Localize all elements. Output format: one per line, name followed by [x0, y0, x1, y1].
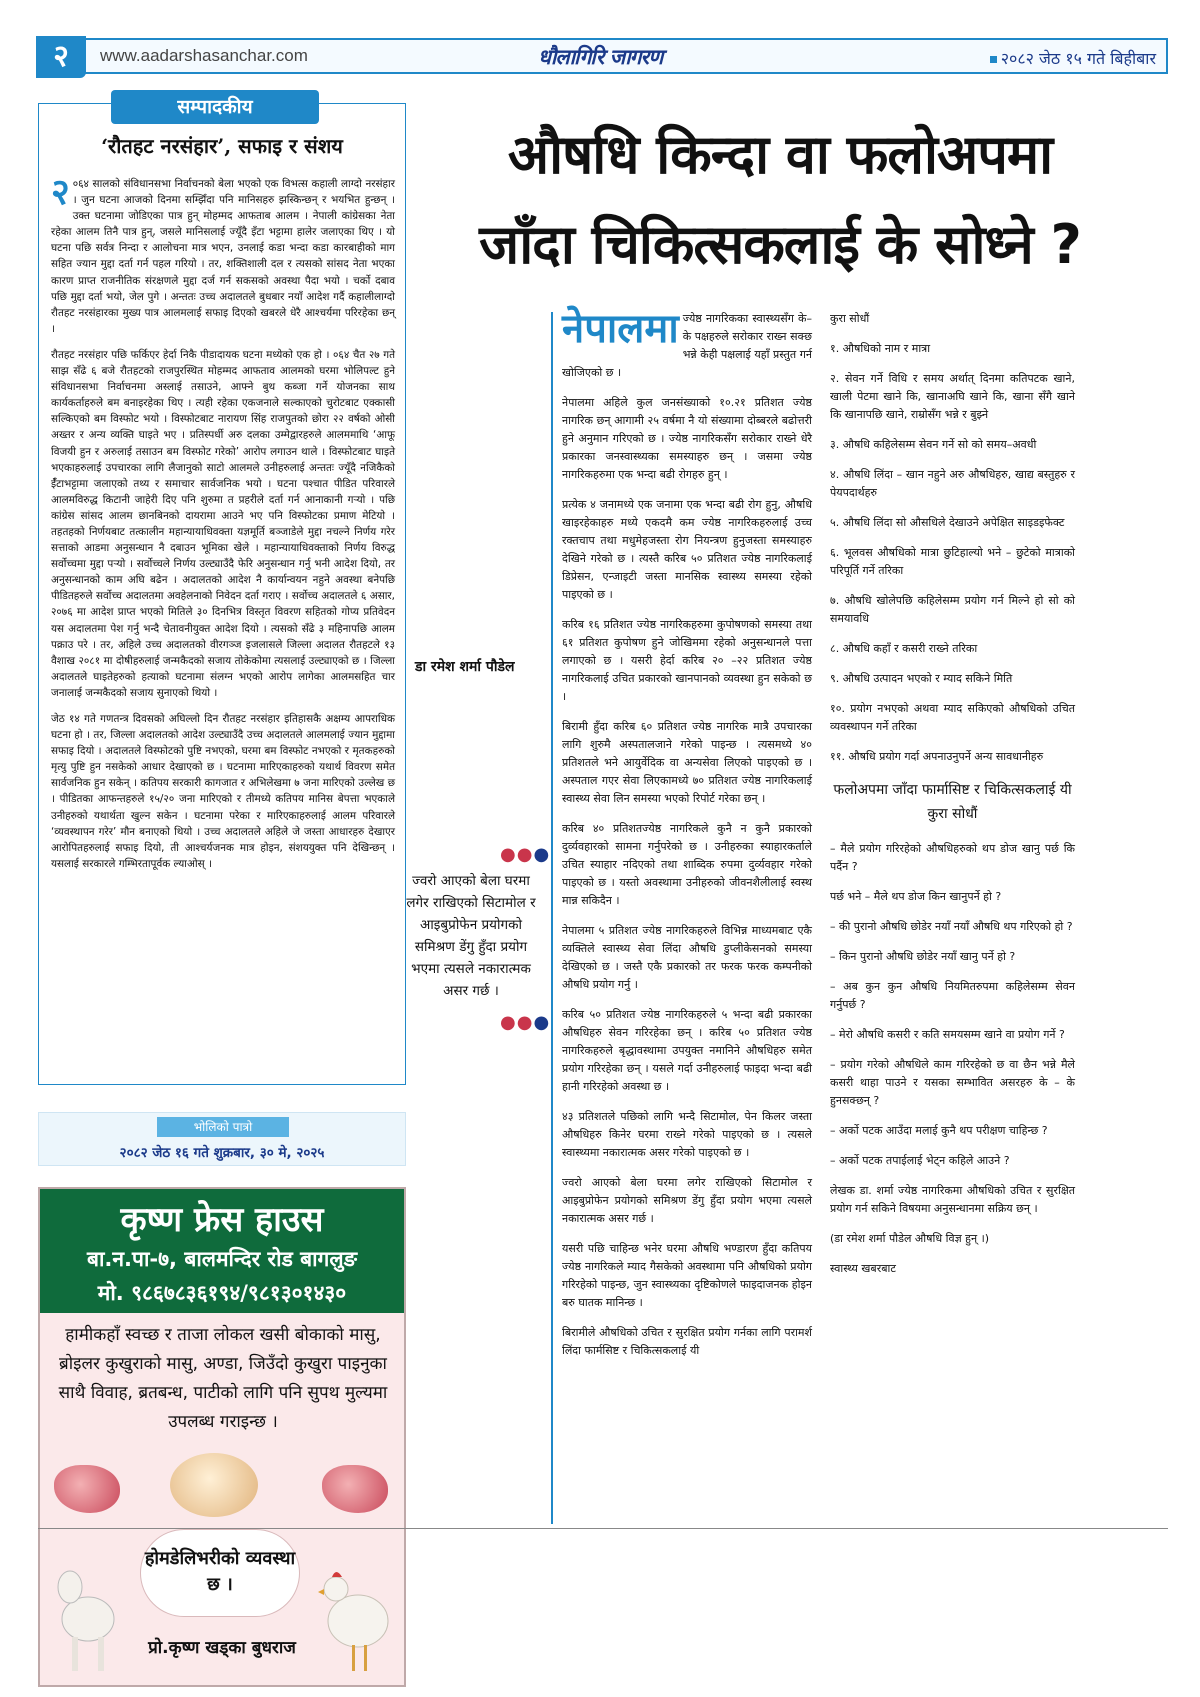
author-note: (डा रमेश शर्मा पौडेल औषधि विज्ञ हुन् ।) [830, 1232, 990, 1245]
article-paragraph: बिरामी हुँदा करिब ६० प्रतिशत ज्येष्ठ नागरिक मात्रै उपचारका लागि शुरुमै अस्पतालजाने गरेको पाइन्छ । त्यसमध्ये ४० प्रतिशतले भने आयुर्वेदिक वा अन्यसेवा लिएको पाइएको छ । अस्पताल गएर सेवा लिएकामध्ये ७० प्रतिशत ज्येष्ठ नागरिकलाई स्वास्थ्य सेवा लिन समस्या भएको रिपोर्ट गरेका छन् । [562, 720, 812, 805]
list-item: – प्रयोग गरेको औषधिले काम गरिरहेको छ वा छैन भन्ने मैले कसरी थाहा पाउने र यसका सम्भावित असरहरु के – के हुनसक्छन् ? [830, 1058, 1075, 1107]
list-item: – मैले प्रयोग गरिरहेको औषधिहरुको थप डोज खानु पर्छ कि पर्दैन ? [830, 842, 1075, 873]
editorial-paragraph: २ ०६४ सालको संविधानसभा निर्वाचनको बेला भएको एक विभत्स कहाली लाग्दो नरसंहार । जुन घटना आजको दिनमा सम्झिँदा पनि मानिसहरु झस्किन्छन् र भयभित हुन्छन् । उक्त घटनामा जोडिएका पात्र हुन् मोहम्मद आफताब आलम । नेपाली कांग्रेसका नेता रहेका आलम तिनै पात्र हुन्, जसले मानिसलाई ज्यूँदै इँटा भट्टामा हालेर जलाएका थिए । यो घटना पछि सर्वत्र निन्दा र आलोचना मात्र भएन, उनलाई कडा भन्दा कडा कारबाहीको माग सहित ज्यान मुद्दा दर्ता गर्न पहल गरियो । तर, शक्तिशाली दल र त्यसको सांसद नेता भएका कारण प्राप्त राजनीतिक संरक्षणले मुद्दा दर्ज गर्न सकसको अवस्था पैदा भयो । चर्को दबाव पछि मुद्दा दर्ता भयो, जेल पुगे । अन्ततः उच्च अदालतले बुधबार नयाँ आदेश गर्दै कहालीलाग्दो रौतहट नरसंहारका मुख्य पात्र आलमलाई सफाइ दिएको खबरले धेरै आश्चर्यमा परिरहेका छन् । [51, 172, 395, 335]
list-item: ८. औषधि कहाँ र कसरी राख्ने तरिका [830, 642, 978, 655]
list-item: ६. भूलवस औषधिको मात्रा छुटिहाल्यो भने – छुटेको मात्राको परिपूर्ति गर्ने तरिका [830, 546, 1075, 577]
article-paragraph: यसरी पछि चाहिन्छ भनेर घरमा औषधि भण्डारण हुँदा कतिपय ज्येष्ठ नागरिकले म्याद गैसकेको अवस्थामा पनि औषधिको प्रयोग गरिरहेको पाइन्छ, जुन स्वास्थ्यका दृष्टिकोणले फाइदाजनक होइन बरु घातक मानिन्छ । [562, 1242, 812, 1309]
editorial-paragraph: जेठ १४ गते गणतन्त्र दिवसको अघिल्लो दिन रौतहट नरसंहार इतिहासकै अक्षम्य आपराधिक घटना हो । तर, जिल्ला अदालतको आदेश उल्ट्याउँदै उच्च अदालतले आलमलाई ज्यान मुद्दामा सफाइ दियो । अदालतले विस्फोटको पुष्टि नभएको, घरमा बम विस्फोट नभएको र मृतकहरुको मृत्यु पुष्टि हुन नसकेको आधार देखाएको छ । घटनामा मारिएकाहरुको यथार्थ विवरण समेत सार्वजनिक हुन सकेन् । कतिपय सरकारी कागजात र अभिलेखमा ७ जना मारिएको उल्लेख छ । पीडितका आफन्तहरुले १५/२० जना मारिएको र तीमध्ये कतिपय मानिस बेपत्ता भएकाले उनीहरुको यथार्थता खुल्न सकेन । घटनामा परेका र मारिएकाहरुलाई आलम परिवारले ‘व्यवस्थापन गरेर’ मौन बनाएको थियो । उच्च अदालतले अहिले जे जस्ता आधारहरु देखाएर आरोपितहरुलाई सफाइ दियो, ती आश्चर्यजनक मात्र होइन, संशययुक्त पनि देखिन्छन् । यसलाई सरकारले गम्भिरतापूर्वक ल्याओस् । [51, 713, 395, 870]
list-item: २. सेवन गर्ने विधि र समय अर्थात् दिनमा कतिपटक खाने, खाली पेटमा खाने कि, खानाअघि खाने कि, खाना सँगै खाने कि खानापछि खाने, राम्रोसँग भन्ने र बुझ्ने [830, 372, 1075, 421]
list-item: ३. औषधि कहिलेसम्म सेवन गर्ने सो को समय–अवधी [830, 438, 1037, 451]
list-item: – अर्को पटक तपाईलाई भेट्न कहिले आउने ? [830, 1154, 1010, 1167]
ad-address: बा.न.पा-७, बालमन्दिर रोड बागलुङ [87, 1247, 357, 1271]
list-item: १०. प्रयोग नभएको अथवा म्याद सकिएको औषधिको उचित व्यवस्थापन गर्ने तरिका [830, 702, 1075, 733]
pull-quote: ज्वरो आएको बेला घरमा लगेर राखिएको सिटामोल र आइबुप्रोफेन प्रयोगको समिश्रण डेंगु हुँदा प्रयोग भएमा त्यसले नकारात्मक असर गर्छ । [406, 873, 536, 999]
home-delivery-badge: होमडेलिभरीको व्यवस्था छ । [140, 1529, 300, 1617]
list-item: पर्छ भने – मैले थप डोज किन खानुपर्ने हो ? [830, 890, 1002, 903]
article-paragraph: बिरामीले औषधिको उचित र सुरक्षित प्रयोग गर्नका लागि परामर्श लिंदा फार्मसिष्ट र चिकित्सकलाई यी [562, 1326, 812, 1357]
article-paragraph: नेपालमा अहिले कुल जनसंख्याको १०.२१ प्रतिशत ज्येष्ठ नागरिक छन् आगामी २५ वर्षमा नै यो संख्यामा दोब्बरले बढोत्तरी हुने अनुमान गरिएको छ । ज्येष्ठ नागरिकसँग सरोकार राख्ने धेरै प्रकारका जनस्वास्थ्यका समस्याहरु छन् । जसमा ज्येष्ठ नागरिकहरुमा एक भन्दा बढी रोगहरु हुन् । [562, 396, 812, 481]
calendar-label: भोलिको पात्रो [157, 1117, 289, 1137]
list-item: ४. औषधि लिंदा – खान नहुने अरु औषधिहरु, खाद्य बस्तुहरु र पेयपदार्थहरु [830, 468, 1075, 499]
masthead: धौलागिरि जागरण [538, 45, 663, 69]
source-credit: स्वास्थ्य खबरबाट [830, 1262, 896, 1275]
article-column-1 [562, 306, 812, 1372]
author-note: लेखक डा. शर्मा ज्येष्ठ नागरिकमा औषधिको उचित र सुरक्षित प्रयोग गर्न सकिने विषयमा अनुसन्धानमा सक्रिय छन् । [830, 1184, 1075, 1215]
article-paragraph: नेपालमा ज्येष्ठ नागरिकका स्वास्थ्यसँग के–के पक्षहरुले सरोकार राख्न सक्छ भन्ने केही पक्षलाई यहाँ प्रस्तुत गर्न खोजिएको छ । [562, 306, 812, 379]
calendar-date: २०८२ जेठ १६ गते शुक्रबार, ३० मे, २०२५ [119, 1145, 325, 1161]
editorial-dropcap: २ [51, 172, 70, 213]
site-url[interactable]: www.aadarshasanchar.com [100, 46, 308, 65]
bottom-rule [38, 1528, 1168, 1529]
editorial-title: ‘रौतहट नरसंहार’, सफाइ र संशय [101, 134, 343, 158]
mutton-image [54, 1465, 120, 1513]
article-paragraph: प्रत्येक ४ जनामध्ये एक जनामा एक भन्दा बढी रोग हुनु, औषधि खाइरहेकाहरु मध्ये एकदमै कम ज्येष्ठ नागरिकहरुलाई उच्च रक्तचाप तथा मधुमेहजस्ता रोग नियन्त्रण हुनुजस्ता समस्याहरु देखिने गरेको छ । त्यस्तै करिब ५० प्रतिशत ज्येष्ठ नागरिकलाई डिप्रेसन, एन्जाइटी जस्ता मानसिक स्वास्थ्य समस्या रहेको पाइएको छ । [562, 498, 812, 601]
list-item: कुरा सोधौं [830, 312, 870, 325]
page-number: २ [36, 36, 86, 78]
list-item: – मेरो औषधि कसरी र कति समयसम्म खाने वा प्रयोग गर्ने ? [830, 1028, 1065, 1041]
list-item: – अर्को पटक आउँदा मलाई कुनै थप परीक्षण चाहिन्छ ? [830, 1124, 1048, 1137]
headline-line: औषधि किन्दा वा फलोअपमा [507, 123, 1053, 186]
mutton-image [322, 1465, 388, 1513]
issue-date [990, 47, 1156, 69]
ad-description: हामीकहाँ स्वच्छ र ताजा लोकल खसी बोकाको मासु, ब्रोइलर कुखुराको मासु, अण्डा, जिउँदो कुखुरा पाइनुका साथै विवाह, ब्रतबन्ध, पाटीको लागि पनि सुपथ मुल्यमा उपलब्ध गराइन्छ । [58, 1325, 388, 1432]
article-byline: डा रमेश शर्मा पौडेल [415, 659, 515, 675]
list-item: – की पुरानो औषधि छोडेर नयाँ नयाँ औषधि थप गरिएको हो ? [830, 920, 1073, 933]
article-paragraph: करिब १६ प्रतिशत ज्येष्ठ नागरिकहरुमा कुपोषणको समस्या तथा ६१ प्रतिशत कुपोषण हुने जोखिममा रहेको अनुसन्धानले पत्ता लगाएको छ । यसरी हेर्दा करिब २० –२२ प्रतिशत ज्येष्ठ नागरिकलाई उचित प्रकारको खानपानको व्यवस्था हुन सकेको छ । [562, 618, 812, 703]
article-headline [410, 110, 1150, 290]
list-item: ९. औषधि उत्पादन भएको र म्याद सकिने मिति [830, 672, 1013, 685]
editorial-tab: सम्पादकीय [111, 90, 319, 124]
tomorrow-calendar [38, 1112, 406, 1166]
article-subhead: फलोअपमा जाँदा फार्मासिष्ट र चिकित्सकलाई यी कुरा सोधौं [833, 782, 1072, 822]
square-bullet-icon [990, 56, 997, 63]
article-paragraph: ४३ प्रतिशतले पछिको लागि भन्दै सिटामोल, पेन किलर जस्ता औषधिहरु किनेर घरमा राख्ने गरेको पाइएको छ । त्यसले स्वास्थ्यमा नकारात्मक असर गरेको पाइएको छ । [562, 1110, 812, 1159]
article-paragraph: ज्वरो आएको बेला घरमा लगेर राखिएको सिटामोल र आइबुप्रोफेन प्रयोगको समिश्रण डेंगु हुँदा प्रयोग भएमा त्यसले नकारात्मक असर गर्छ । [562, 1176, 812, 1225]
ad-phone: मो. ९८६७८३६१९४/९८१३०१४३० [97, 1281, 347, 1305]
editorial-box [38, 96, 406, 1085]
list-item: ७. औषधि खोलेपछि कहिलेसम्म प्रयोग गर्न मिल्ने हो सो को समयावधि [830, 594, 1075, 625]
article-paragraph: करिब ५० प्रतिशत ज्येष्ठ नागरिकहरुले ५ भन्दा बढी प्रकारका औषधिहरु सेवन गरिरहेका छन् । करिब ५० प्रतिशत ज्येष्ठ नागरिकहरुले बृद्धावस्थामा उपयुक्त नमानिने औषधिहरु समेत प्रयोग गरिरहेका छन् । यसले गर्दा उनीहरुलाई फाइदा भन्दा बढी हानी गरिरहेको अवस्था छ । [562, 1008, 812, 1093]
pullquote-dots-bottom: ●●● [500, 1012, 551, 1033]
ad-shop-name: कृष्ण फ्रेस हाउस [120, 1200, 324, 1240]
issue-date-text: २०८२ जेठ १५ गते बिहीबार [1000, 49, 1156, 68]
article-column-2 [830, 310, 1075, 1290]
list-item: – अब कुन कुन औषधि नियमितरुपमा कहिलेसम्म सेवन गर्नुपर्छ ? [830, 980, 1075, 1011]
list-item: १. औषधिको नाम र मात्रा [830, 342, 931, 355]
column-rule [551, 312, 553, 1524]
ad-body [40, 1313, 404, 1685]
list-item: – किन पुरानो औषधि छोडेर नयाँ खानु पर्ने हो ? [830, 950, 1016, 963]
pullquote-dots-top: ●●● [500, 844, 551, 865]
advertisement [38, 1187, 406, 1687]
ad-header [40, 1189, 404, 1313]
article-paragraph: नेपालमा ५ प्रतिशत ज्येष्ठ नागरिकहरुले विभिन्न माध्यमबाट एकै व्यक्तिले स्वास्थ्य सेवा लिंदा औषधि डुप्लीकेसनको समस्या देखिएको छ । जस्तै एकै प्रकारको तर फरक फरक कम्पनीको औषधि प्रयोग गर्नु । [562, 924, 812, 991]
list-item: ११. औषधि प्रयोग गर्दा अपनाउनुपर्ने अन्य सावधानीहरु [830, 750, 1044, 763]
page-header [38, 38, 1168, 74]
list-item: ५. औषधि लिंदा सो औसधिले देखाउने अपेक्षित साइडइफेक्ट [830, 516, 1065, 529]
headline-line: जाँदा चिकित्सकलाई के सोध्ने ? [479, 213, 1081, 276]
article-dropword: नेपालमा [562, 306, 679, 352]
chicken-meat-image [170, 1453, 258, 1517]
ad-owner: प्रो.कृष्ण खड्का बुधराज [148, 1638, 296, 1658]
editorial-paragraph: रौतहट नरसंहार पछि फर्किएर हेर्दा निकै पीडादायक घटना मध्येको एक हो । ०६४ चैत २७ गते साझ सँढे ६ बजे रौतहटको राजपुरस्थित मोहम्मद आफताव आलमको घरमा भोलिपल्ट हुने संविधानसभा निर्वाचनमा अस्लाई तसाउने, आफ्ने बुथ कब्जा गर्ने योजनका साथ कार्यकर्ताहरुले बम बनाइरहेका थिए । त्यही रहेका एकजनाले सल्काएको चुरोटबाट एक्कासी सल्किएको बम विस्फोट भयो । विस्फोटबाट नारायण सिंह राजपुतको छोरा २२ वर्षको ओसी अख्तर र अन्य व्यक्ति घाइते भए । प्रतिस्पर्धी अरु दलका उम्मेद्वारहरुले आलममाथि ‘आफू विजयी हुन र अरुलाई तसाउन बम विस्फोट गरेको’ आरोप लगाउन थाले । विस्फोटबाट घाइते भएकाहरुलाई उपचारका लागि लैजानुको साटो आलमले उनीहरुलाई अन्ततः ज्यूँदै नजिकैको ईँटाभट्टामा जलाएको तथ्य र समाचार सार्वजनिक भयो । घटना पश्चात पीडित परिवारले आलमविरुद्ध किटानी जाहेरी दिए पनि शुरुमा त प्रहरीले दर्ता गर्न आनाकानी गऱ्यो । पछि कांग्रेस सांसद आलम छानबिनको दायरामा आउने भए पनि विस्फोटका प्रमाण मेटियो । तहतहको निर्णयबाट तत्कालीन महान्यायाधिवक्ता यज्ञमूर्ति बञ्जाडेले मुद्दा नचल्ने निर्णय गरेर सत्ताको आडमा अनुसन्धान नै दबाउन भूमिका खेले । महान्यायाधिवक्ताको निर्णय विरुद्ध सर्वोच्चमा मुद्दा पऱ्यो । सर्वोच्चले निर्णय उल्ट्याउँदै फेरि अनुसन्धान गर्नु भनी आदेश दियो, तर अनुसन्धानको काम अघि बढेन । अदालतको आदेश नै कार्यान्वयन नहुने अवस्था बनेपछि पीडितहरुले सर्वोच्च अदालतमा अवहेलनाको निवेदन दर्ता गराए । सर्वोच्च अदालतले ६ असार, २०७६ मा आदेश प्राप्त भएको मितिले ३० दिनभित्र विस्तृत विवरण सहितको गोप्य प्रतिवेदन यस अदालतमा पेश गर्नु भन्दै चेतावनीयुक्त आदेश दियो । त्यसको सँढे ३ महिनापछि आलम पक्राउ परे । तर, अहिले उच्च अदालतको वीरगञ्ज इजलासले जिल्ला अदालत रौतहटले १३ वैशाख २०८१ मा दोषीहरुलाई जन्मकैदको सजाय तोकेकोमा त्यसलाई उल्ट्याएको छ । जिल्ला अदालतले घाइतेहरुको हत्याको घटनामा संलग्न भएको आरोप लागेका आलमसहित चार जनालाई जन्मकैदको सजाय सुनाएको थियो । [51, 348, 395, 699]
editorial-body [51, 172, 395, 882]
article-paragraph: करिब ४० प्रतिशतज्येष्ठ नागरिकले कुनै न कुनै प्रकारको दुर्व्यवहारको सामना गर्नुपरेको छ । उनीहरुका स्याहारकर्ताले उचित स्याहार नदिएको तथा शाब्दिक रुपमा दुर्व्यवहार गरेको पाइएको छ । यस्तो अवस्थामा उनीहरुको जीवनशैलीलाई स्वस्थ मान्न सकिदैन । [562, 822, 812, 907]
